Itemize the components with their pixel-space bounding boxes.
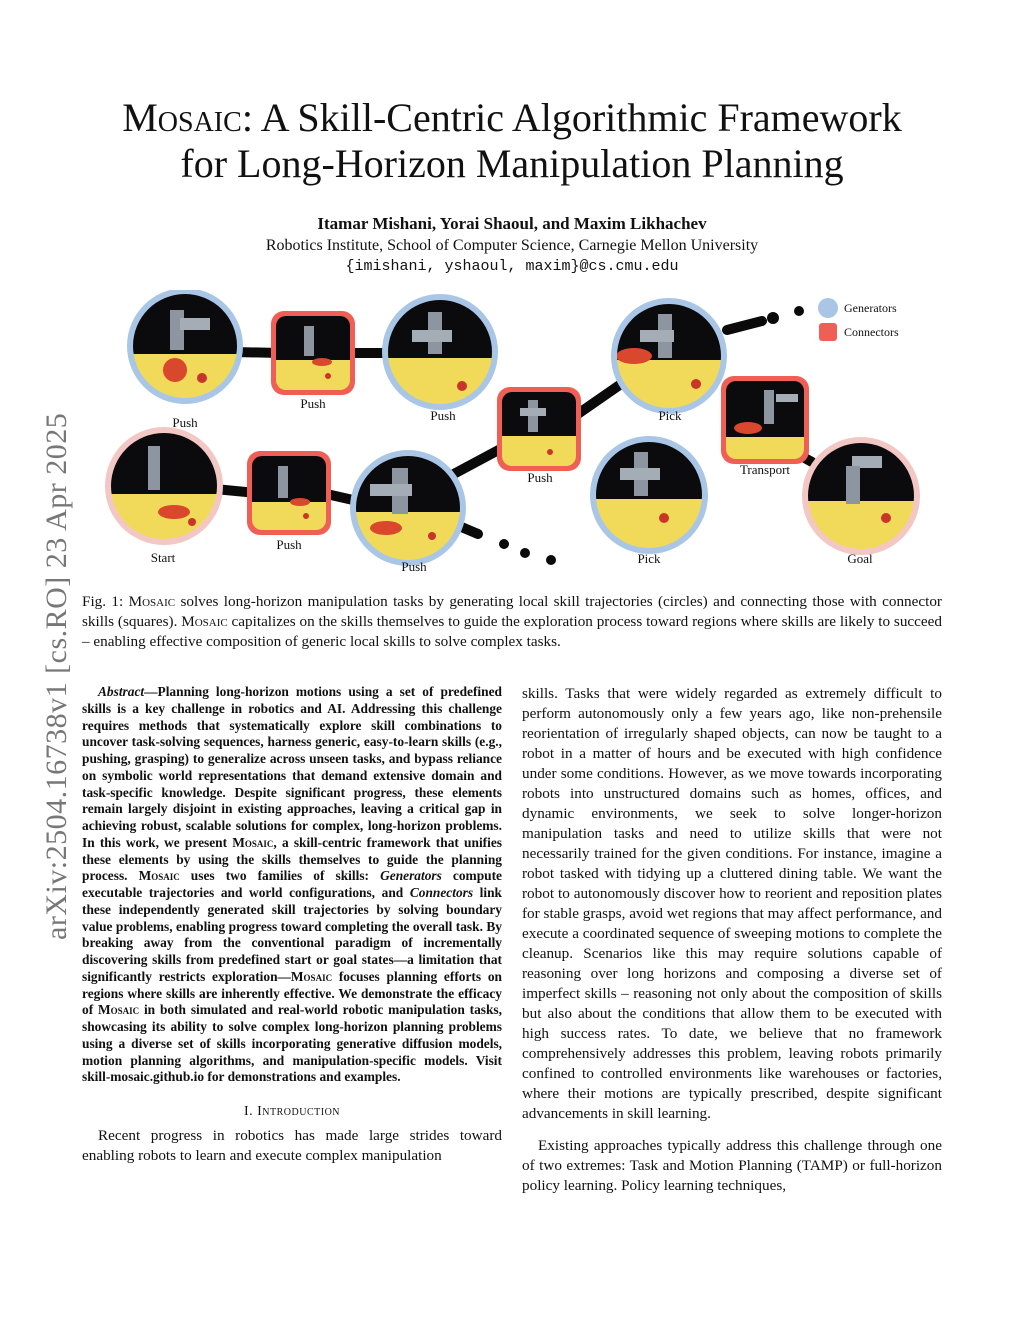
label-push-c: Push (430, 408, 456, 423)
abstract-part-3: uses two families of skills: (179, 868, 381, 884)
right-column (522, 684, 942, 1196)
section-heading-introduction (82, 1104, 502, 1120)
connector-legend-icon (819, 323, 837, 341)
section-number: I. (243, 1104, 258, 1119)
figure-legend (818, 298, 899, 341)
intro-paragraph-right-2: Existing approaches typically address this challenge through one of two extremes: Task and Motion Planning (TAMP) or full-horizon policy learning. Policy learning techniques, (522, 1137, 942, 1194)
generator-node-push-a (120, 290, 260, 414)
abstract-part-4: compute executable trajectories and world configurations, and (82, 868, 502, 900)
title-line1-rest: : A Skill-Centric Algorithmic Framework (241, 95, 902, 140)
abstract-name-3: Mosaic (290, 968, 333, 984)
figure-1 (100, 290, 924, 580)
generator-node-pick-b (590, 435, 720, 559)
legend-generators: Generators (844, 301, 897, 315)
start-node (100, 427, 230, 554)
label-start: Start (150, 550, 176, 565)
abstract-part-5: link these independently generated skill trajectories by solving boundary value problems, enabling progress toward completing the overall task. By breaking away from the conventional paradigm of incrementally discovering skills from predefined start or goal states—a limitation that significantly restricts exploration— (82, 885, 502, 984)
left-column (82, 684, 502, 1166)
label-push-a: Push (172, 415, 198, 430)
author-list: Itamar Mishani, Yorai Shaoul, and Maxim Likhachev (317, 214, 707, 233)
label-transport: Transport (739, 462, 791, 477)
caption-text-2: capitalizes on the skills themselves to guide the exploration process toward regions where skills are likely to succeed – enabling effective composition of generic local skills to solve complex tasks. (82, 613, 942, 650)
figure-caption (82, 592, 942, 652)
intro-paragraph-right-1: skills. Tasks that were widely regarded as extremely difficult to perform autonomously only a few years ago, like non-prehensile reorientation of irregularly shaped objects, can now be taught to a robot in a matter of hours and be executed with high confidence under some conditions. However, as we move towards incorporating robots into unstructured domains such as homes, offices, and dynamic environments, we seek to solve longer-horizon manipulation tasks and need to utilize skills that were not necessarily trained for the given conditions. For instance, imagine a robot tasked with tidying up a cluttered dining table. We want the robot to autonomously discover how to reorient and reposition plates for stable grasps, avoid wet regions that may affect performance, and execute a coordinated sequence of sweeping motions to complete the cleanup. Scenarios like this may require solutions capable of reasoning over long horizons and composing a diverse set of imperfect skills – reasoning not only about the composition of skills but also about the conditions that allow them to be executed with high success rates. To date, we believe that no framework comprehensively addresses this problem, leaving robots primarily confined to controlled environments like warehouses or factories, where their motions are typically prescribed, despite significant advancements in skill learning. (522, 685, 942, 1122)
label-pick-b: Pick (637, 551, 661, 566)
section-title: Introduction (257, 1104, 341, 1119)
title-line2: for Long-Horizon Manipulation Planning (180, 141, 844, 186)
abstract-connectors: Connectors (409, 885, 474, 900)
abstract-name-1: Mosaic (232, 834, 274, 850)
generator-node-pick-a (610, 290, 740, 420)
label-push-d: Push (527, 470, 553, 485)
caption-prefix: Fig. 1: (82, 593, 129, 610)
connector-node-transport (721, 376, 809, 464)
abstract-name-4: Mosaic (97, 1002, 140, 1018)
goal-node (800, 435, 924, 561)
connector-node-push-d (497, 387, 581, 471)
title-framework-name: Mosaic (122, 95, 242, 140)
abstract-part-1: —Planning long-horizon motions using a set of predefined skills is a key challenge in robotics and AI. Addressing this challenge requires methods that systematically explore skill combinations to uncover task-solving sequences, harness generic, easy-to-learn skills (e.g., pushing, grasping) to generalize across unseen tasks, and bypass reliance on symbolic world representations that demand extensive domain and task-specific knowledge. Despite significant progress, these elements remain largely disjoint in existing approaches, leaving a critical gap in achieving robust, scalable solutions for complex, long-horizon problems. In this work, we present (82, 684, 502, 850)
affiliation: Robotics Institute, School of Computer Science, Carnegie Mellon University (265, 237, 759, 254)
abstract-generators: Generators (380, 868, 442, 884)
label-push-f: Push (401, 559, 427, 574)
caption-text-1: solves long-horizon manipulation tasks by generating local skill trajectories (circles) and connecting those with connector skills (squares). (82, 593, 942, 630)
connector-node-push-b (271, 311, 355, 395)
abstract-name-2: Mosaic (138, 868, 180, 884)
label-pick-a: Pick (658, 408, 682, 423)
generator-node-push-c (380, 290, 510, 418)
label-goal: Goal (847, 551, 873, 566)
legend-connectors: Connectors (844, 325, 899, 339)
label-push-e: Push (276, 537, 302, 552)
abstract-part-7: in both simulated and real-world robotic manipulation tasks, showcasing its ability to solve complex long-horizon planning problems using a diverse set of skills incorporating generative diffusion models, motion planning algorithms, and manipulation-specific models. Visit skill-mosaic.github.io for demonstrations and examples. (82, 1002, 502, 1085)
abstract-part-2: , a skill-centric framework that unifies these elements by using the skills themselves to guide the planning process. (82, 834, 502, 884)
abstract-part-6: focuses planning efforts on regions where skills are inherently effective. We demonstrate the efficacy of (82, 968, 502, 1018)
author-emails: {imishani, yshaoul, maxim}@cs.cmu.edu (345, 258, 679, 275)
abstract-label: Abstract (98, 684, 145, 699)
arxiv-identifier: arXiv:2504.16738v1 [cs.RO] 23 Apr 2025 (40, 412, 73, 940)
intro-paragraph-left: Recent progress in robotics has made large strides toward enabling robots to learn and execute complex manipulation (82, 1127, 502, 1164)
caption-name-2: Mosaic (181, 613, 228, 630)
generator-legend-icon (818, 298, 838, 318)
abstract (82, 684, 502, 1086)
paper-title (0, 95, 1024, 187)
connector-node-push-e (247, 451, 331, 535)
caption-name-1: Mosaic (128, 593, 176, 610)
label-push-b: Push (300, 396, 326, 411)
